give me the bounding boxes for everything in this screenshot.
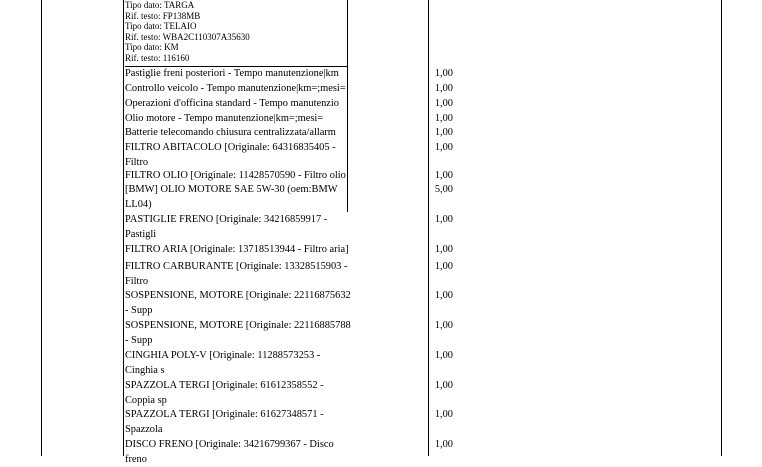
left-border (41, 0, 42, 456)
line-item-description: [BMW] OLIO MOTORE SAE 5W-30 (oem:BMW LL04) (125, 184, 338, 210)
line-item-quantity: 1,00 (434, 68, 453, 79)
line-item-description: Operazioni d'officina standard - Tempo manutenzio (125, 98, 339, 109)
line-item-description: CINGHIA POLY-V [Originale: 11288573253 - Cinghia s (125, 350, 321, 376)
line-item-description: SPAZZOLA TERGI [Originale: 61627348571 - Spazzola (125, 409, 324, 435)
vehicle-data-block (125, 0, 347, 66)
line-item-description: DISCO FRENO [Originale: 34216799367 - Disco freno (125, 439, 334, 465)
line-item-description: FILTRO CARBURANTE [Originale: 13328515903 - Filtro (125, 261, 348, 287)
line-item-description: FILTRO ABITACOLO [Originale: 64316835405 - Filtro (125, 142, 336, 168)
line-item-description: FILTRO OLIO [Originale: 11428570590 - Filtro olio (125, 170, 346, 181)
line-item-quantity: 1,00 (434, 261, 453, 272)
line-item-description: Pastiglie freni posteriori - Tempo manutenzione|km (125, 68, 339, 79)
vehicle-plate-value: Rif. testo: FP138MB (125, 10, 201, 21)
line-item-description: SPAZZOLA TERGI [Originale: 61612358552 - Coppia sp (125, 380, 324, 406)
line-item-quantity: 1,00 (434, 409, 453, 420)
vehicle-type-chassis: Tipo dato: TELAIO (125, 21, 197, 32)
line-item-quantity: 1,00 (434, 83, 453, 94)
vehicle-km-value: Rif. testo: 116160 (125, 52, 190, 63)
line-item-description: Controllo veicolo - Tempo manutenzione|km=;mesi= (125, 83, 346, 94)
vehicle-type-plate: Tipo dato: TARGA (125, 0, 195, 10)
column-divider-description-left (123, 0, 124, 456)
line-item-quantity: 1,00 (434, 350, 453, 361)
line-item-quantity: 1,00 (434, 320, 453, 331)
line-item-quantity: 1,00 (434, 170, 453, 181)
line-item-quantity: 5,00 (434, 184, 453, 195)
line-item-quantity: 1,00 (434, 214, 453, 225)
line-item-description: Olio motore - Tempo manutenzione|km=;mesi= (125, 113, 324, 124)
line-item-description: Batterie telecomando chiusura centralizzata/allarm (125, 127, 336, 138)
line-item-description: SOSPENSIONE, MOTORE [Originale: 22116875632 - Supp (125, 290, 351, 316)
vehicle-type-km: Tipo dato: KM (125, 42, 179, 53)
line-item-quantity: 1,00 (434, 127, 453, 138)
line-item-quantity: 1,00 (434, 290, 453, 301)
line-item-quantity: 1,00 (434, 380, 453, 391)
line-item-quantity: 1,00 (434, 439, 453, 450)
line-item-description: PASTIGLIE FRENO [Originale: 34216859917 - Pastigli (125, 214, 328, 240)
line-item-quantity: 1,00 (434, 142, 453, 153)
line-item-quantity: 1,00 (434, 113, 453, 124)
line-item-quantity: 1,00 (434, 244, 453, 255)
line-item-description: SOSPENSIONE, MOTORE [Originale: 22116885788 - Supp (125, 320, 351, 346)
right-border (721, 0, 722, 456)
line-item-description: FILTRO ARIA [Originale: 13718513944 - Filtro aria] (125, 244, 349, 255)
vehicle-chassis-value: Rif. testo: WBA2C110307A35630 (125, 31, 250, 42)
line-item-quantity: 1,00 (434, 98, 453, 109)
